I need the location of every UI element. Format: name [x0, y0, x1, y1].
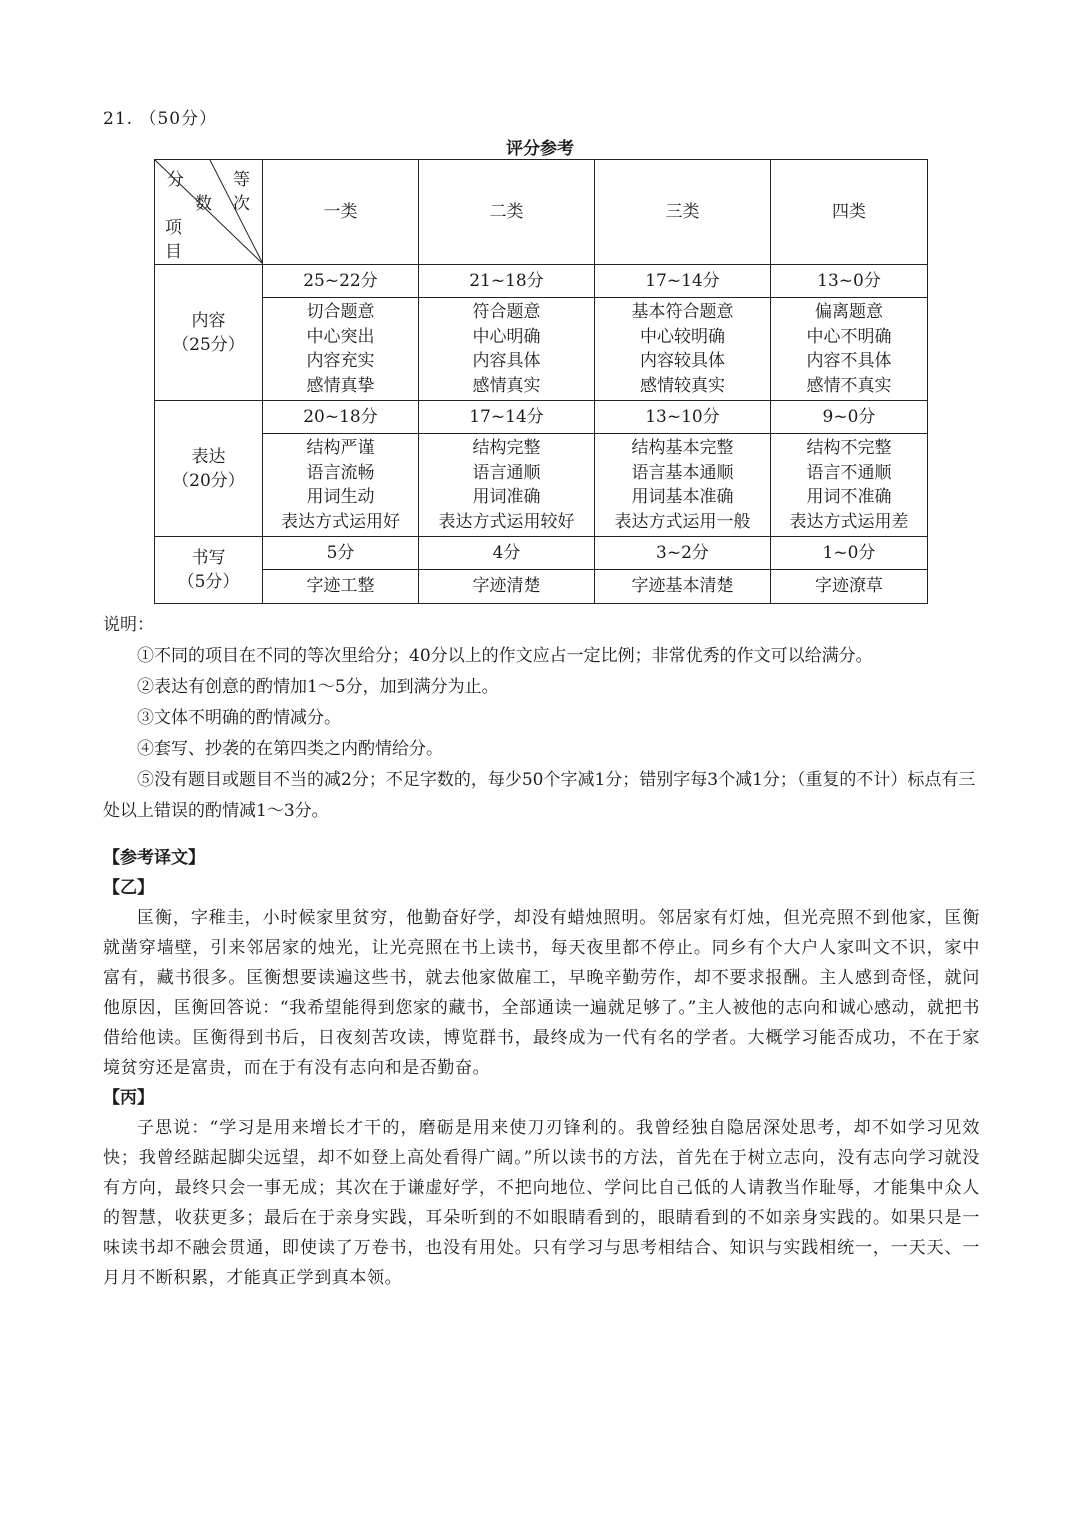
score-range: 9~0分	[771, 401, 928, 434]
criteria-cell	[771, 298, 928, 401]
criteria-cell	[771, 570, 928, 604]
row-header-content	[155, 265, 263, 401]
criterion: 表达方式运用一般	[614, 511, 751, 532]
criterion: 表达方式运用差	[789, 511, 909, 532]
criterion: 语言不通顺	[806, 462, 892, 483]
criterion: 用词生动	[306, 487, 375, 507]
note-item: ③文体不明确的酌情减分。	[137, 708, 341, 728]
criterion: 切合题意	[306, 302, 375, 322]
criterion: 结构不完整	[806, 438, 892, 458]
criteria-cell	[595, 298, 771, 401]
criteria-cell	[771, 434, 928, 537]
criteria-cell	[263, 570, 419, 604]
criterion: 用词不准确	[806, 487, 892, 507]
criterion: 感情真挚	[306, 375, 375, 396]
reference-title: 【参考译文】	[103, 848, 205, 868]
criterion: 感情较真实	[640, 375, 725, 396]
reference-translation	[103, 843, 980, 1293]
criteria-cell	[419, 570, 595, 604]
grade-header-1: 一类	[263, 160, 419, 265]
score-range: 1~0分	[771, 537, 928, 570]
note-item: ②表达有创意的酌情加1～5分，加到满分为止。	[137, 677, 499, 697]
criterion: 语言流畅	[306, 462, 375, 483]
row-name: 书写	[191, 548, 226, 568]
criterion: 语言通顺	[472, 462, 541, 483]
criteria-cell	[419, 298, 595, 401]
score-range: 21~18分	[419, 265, 595, 298]
table-title: 评分参考	[506, 139, 574, 159]
notes-title: 说明：	[103, 615, 154, 635]
score-range: 4分	[419, 537, 595, 570]
criteria-cell	[263, 434, 419, 537]
criterion: 字迹工整	[306, 576, 375, 597]
criterion: 用词准确	[472, 487, 541, 507]
row-header-writing	[155, 537, 263, 604]
question-number: 21. （50分）	[103, 109, 218, 129]
grade-header-2: 二类	[419, 160, 595, 265]
criterion: 语言基本通顺	[631, 462, 734, 483]
row-name: 内容	[191, 310, 226, 331]
row-points: （25分）	[172, 334, 245, 355]
grade-header-4: 四类	[771, 160, 928, 265]
note-item: ④套写、抄袭的在第四类之内酌情给分。	[137, 739, 443, 759]
criterion: 内容具体	[472, 351, 541, 371]
criterion: 内容较具体	[640, 351, 725, 371]
criteria-cell	[263, 298, 419, 401]
corner-label-xiang: 项	[165, 218, 182, 238]
criteria-cell	[419, 434, 595, 537]
criterion: 结构基本完整	[631, 438, 734, 458]
row-header-expression	[155, 401, 263, 537]
criterion: 感情真实	[472, 375, 541, 396]
criterion: 用词基本准确	[631, 487, 734, 507]
score-range: 17~14分	[595, 265, 771, 298]
criterion: 中心较明确	[640, 326, 725, 347]
note-item: ⑤没有题目或题目不当的减2分；不足字数的，每少50个字减1分；错别字每3个减1分；（重复的不计）标点有三处以上错误的酌情减1～3分。	[103, 770, 976, 821]
criterion: 字迹清楚	[472, 576, 541, 597]
score-range: 17~14分	[419, 401, 595, 434]
criterion: 中心明确	[472, 326, 541, 347]
criterion: 符合题意	[472, 302, 541, 322]
score-range: 20~18分	[263, 401, 419, 434]
section-bing-title: 【丙】	[103, 1088, 154, 1108]
criterion: 表达方式运用较好	[438, 511, 575, 532]
corner-label-shu: 数	[195, 194, 212, 214]
corner-header-cell	[155, 160, 263, 265]
criterion: 中心突出	[306, 326, 375, 347]
corner-label-deng: 等	[233, 170, 250, 190]
section-yi-text: 匡衡，字稚圭，小时候家里贫穷，他勤奋好学，却没有蜡烛照明。邻居家有灯烛，但光亮照不到他家，匡衡就凿穿墙壁，引来邻居家的烛光，让光亮照在书上读书，每天夜里都不停止。同乡有个大户人家叫文不识，家中富有，藏书很多。匡衡想要读遍这些书，就去他家做雇工，早晚辛勤劳作，却不要求报酬。主人感到奇怪，就问他原因，匡衡回答说：“我希望能得到您家的藏书，全部通读一遍就足够了。”主人被他的志向和诚心感动，就把书借给他读。匡衡得到书后，日夜刻苦攻读，博览群书，最终成为一代有名的学者。大概学习能否成功，不在于家境贫穷还是富贵，而在于有没有志向和是否勤奋。	[103, 908, 980, 1078]
score-range: 13~10分	[595, 401, 771, 434]
corner-label-mu: 目	[165, 242, 182, 262]
row-points: （5分）	[177, 572, 240, 592]
criteria-cell	[595, 570, 771, 604]
score-range: 3~2分	[595, 537, 771, 570]
section-yi-title: 【乙】	[103, 878, 154, 898]
criterion: 偏离题意	[815, 302, 883, 322]
criterion: 中心不明确	[806, 326, 892, 347]
criterion: 内容不具体	[806, 351, 892, 371]
corner-label-ci: 次	[233, 194, 250, 214]
criterion: 字迹潦草	[815, 576, 883, 597]
criterion: 基本符合题意	[631, 302, 734, 322]
row-points: （20分）	[172, 470, 245, 491]
criterion: 表达方式运用好	[281, 511, 400, 532]
score-range: 5分	[263, 537, 419, 570]
criterion: 结构严谨	[306, 438, 375, 458]
corner-label-fen: 分	[167, 170, 184, 190]
score-range: 13~0分	[771, 265, 928, 298]
section-bing-text: 子思说：“学习是用来增长才干的，磨砺是用来使刀刃锋利的。我曾经独自隐居深处思考，却不如学习见效快；我曾经踮起脚尖远望，却不如登上高处看得广阔。”所以读书的方法，首先在于树立志向，没有志向学习就没有方向，最终只会一事无成；其次在于谦虚好学，不把向地位、学问比自己低的人请教当作耻辱，才能集中众人的智慧，收获更多；最后在于亲身实践，耳朵听到的不如眼睛看到的，眼睛看到的不如亲身实践的。如果只是一味读书却不融会贯通，即使读了万卷书，也没有用处。只有学习与思考相结合、知识与实践相统一，一天天、一月月不断积累，才能真正学到真本领。	[103, 1118, 980, 1288]
notes-section	[103, 610, 980, 827]
note-item: ①不同的项目在不同的等次里给分；40分以上的作文应占一定比例；非常优秀的作文可以给满分。	[137, 646, 873, 666]
score-range: 25~22分	[263, 265, 419, 298]
criterion: 感情不真实	[806, 375, 892, 396]
row-name: 表达	[191, 446, 226, 467]
criterion: 字迹基本清楚	[631, 576, 734, 597]
grade-header-3: 三类	[595, 160, 771, 265]
criteria-cell	[595, 434, 771, 537]
scoring-table	[154, 159, 928, 604]
criterion: 结构完整	[472, 438, 541, 458]
criterion: 内容充实	[306, 351, 375, 371]
